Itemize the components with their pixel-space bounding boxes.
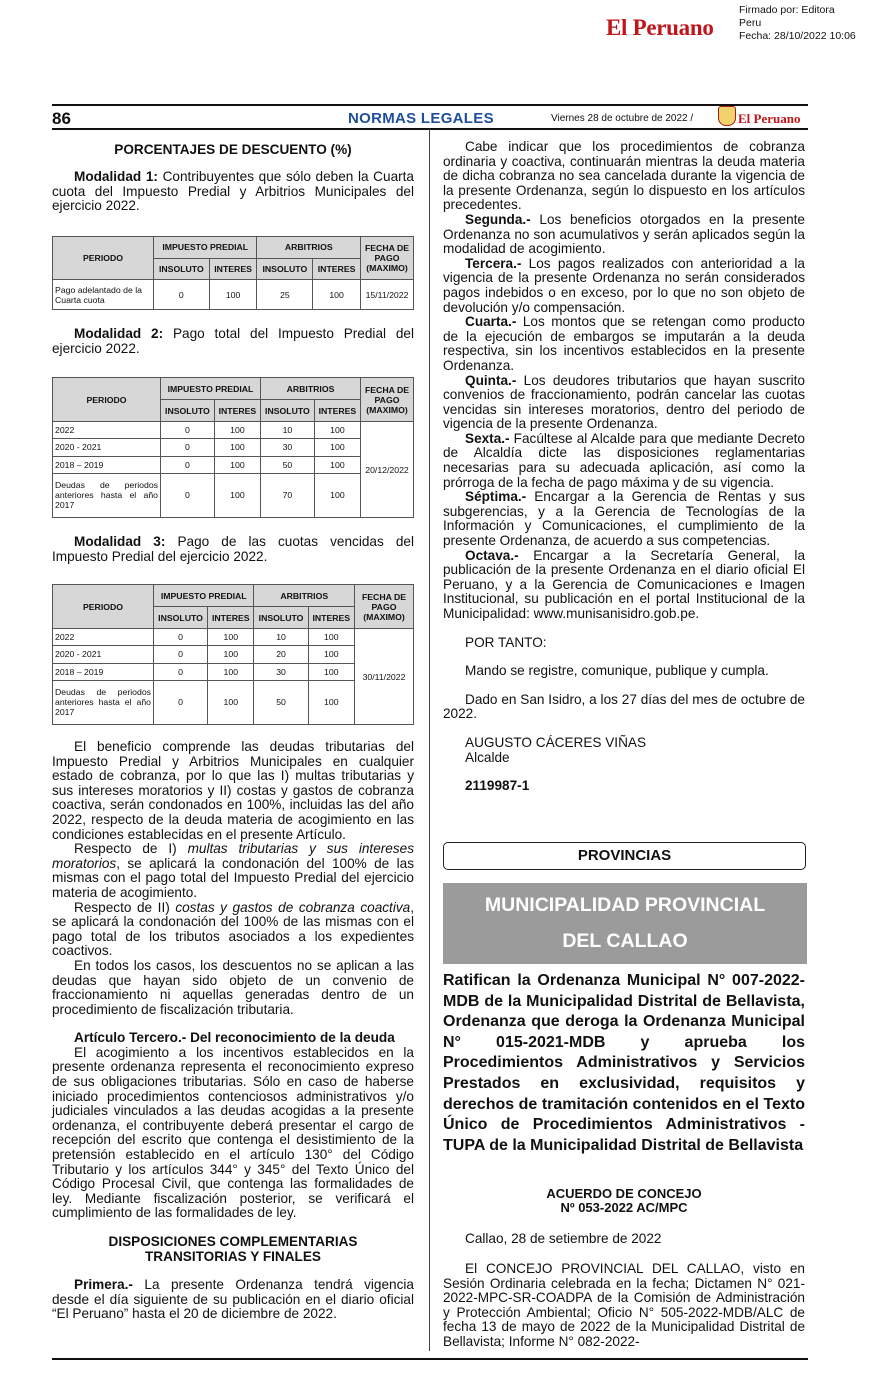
paragraph [443,213,805,257]
col-interes: INTERES [208,607,254,629]
table-cell: 100 [208,680,254,724]
col-interes: INTERES [209,258,257,280]
table-cell: 0 [154,680,208,724]
table-cell: 100 [214,439,260,456]
clause-label: Tercera.- [465,255,522,271]
table-cell: 50 [260,456,314,473]
table-cell: 100 [313,280,361,310]
clause-text: Los montos que se retengan como producto de la ejecución de embargos se imputarán a la deuda respectiva, sin los incentivos establecidos en la presente Ordenanza. [443,314,805,373]
paragraph: Cabe indicar que los procedimientos de cobranza ordinaria y coactiva, continuarán mientras la deuda materia de dicha cobranza no sea cancelada durante la vigencia de la presente Ordenanza, según lo dispuesto en los artículos precedentes. [443,139,805,213]
clause-text: Los beneficios otorgados en la presente Ordenanza no son acumulativos y serán aplicados según la modalidad de acogimiento. [443,211,805,257]
table-cell: 0 [154,280,210,310]
column-divider [429,129,430,1351]
col-interes: INTERES [313,258,361,280]
paragraph [443,257,805,315]
clause-text: Encargar a la Secretaría General, la publicación de la presente Ordenanza en el diario oficial El Peruano, y a la Gerencia de Comunicaciones e Imagen Institucional, su publicación en el portal Institucional de la Municipalidad: www.munisanisidro.gob.pe. [443,547,805,621]
modalidad-3 [52,535,414,564]
table-cell: 100 [314,422,360,439]
col-fecha: FECHA DE PAGO (MAXIMO) [361,237,414,280]
table-cell: 0 [161,422,215,439]
text-run-italic: multas tributarias y sus intereses moratorios [52,841,414,871]
text-run: , se aplicará la condonación del 100% de las mismas con el pago total del Impuesto Predial del ejercicio materia de acogimiento. [52,855,414,900]
table-cell: 100 [208,646,254,663]
table-cell: 2022 [53,422,161,439]
table-cell: 100 [214,422,260,439]
table-cell: 2018 – 2019 [53,663,154,680]
table-cell: 15/11/2022 [361,280,414,310]
footer-rule [52,1358,808,1360]
discount-heading: PORCENTAJES DE DESCUENTO (%) [114,142,352,157]
el-peruano-logo: El Peruano [606,15,714,40]
callao-date [443,1232,805,1247]
paragraph [443,490,805,548]
paragraph [52,901,414,959]
page-number: 86 [52,109,71,128]
municipality-name: DEL CALLAO [562,930,688,952]
col-insoluto: INSOLUTO [254,607,308,629]
table-cell: 2020 - 2021 [53,439,161,456]
table-cell: 100 [314,456,360,473]
text-run: Respecto de II) [74,899,176,915]
table-cell: 100 [308,629,354,646]
acuerdo-heading [443,1187,805,1215]
paragraph: Dado en San Isidro, a los 27 días del mes de octubre de 2022. [443,691,805,722]
col-insoluto: INSOLUTO [161,400,215,422]
table-cell: 0 [154,629,208,646]
table-cell: 100 [208,663,254,680]
table-cell: 0 [161,456,215,473]
table-row [53,629,414,646]
acuerdo-line: Nº 053-2022 AC/MPC [560,1200,688,1215]
digital-signature [739,4,856,43]
table-cell: 100 [308,680,354,724]
table-cell: 20 [254,646,308,663]
header-rule [52,104,808,106]
clause-text: Facúltese al Alcalde para que mediante Decreto de Alcaldía dicte las disposiciones reglamentarias necesarias para su adecuada aplicación, así como la prórroga de la fecha de pago máxima y de su vigencia. [443,430,805,490]
table-cell: Deudas de periodos anteriores hasta el año 2017 [53,680,154,724]
signature-line: Fecha: 28/10/2022 10:06 [739,30,856,42]
col-predial: IMPUESTO PREDIAL [154,237,257,259]
paragraph: El acogimiento a los incentivos establecidos en la presente ordenanza representa el reconocimiento expreso de sus obligaciones tributarias. Sólo en caso de haberse iniciado procedimientos contenciosos administrativos y/o judiciales vinculados a las deudas acogidas a la presente ordenanza, el contribuyente deberá presentar el cargo de recepción del escrito que contenga el desistimiento de la pretensión establecido en el artículo 130° del Código Tributario y los artículos 344° y 345° del Texto Único del Código Procesal Civil, que contenga las formalidades de ley. Mediante fiscalización posterior, se verificará el cumplimiento de las formalidades de ley. [52,1044,414,1221]
date-line: Callao, 28 de setiembre de 2022 [465,1231,662,1246]
por-tanto: POR TANTO: [465,634,547,650]
table-cell: 0 [154,663,208,680]
table-cell: 100 [314,473,360,517]
table-cell: 50 [254,680,308,724]
table-cell: 0 [154,646,208,663]
modalidad-1 [52,170,414,214]
clause-label: Sexta.- [465,430,510,446]
clause-label: Primera.- [74,1277,133,1293]
paragraph: El CONCEJO PROVINCIAL DEL CALLAO, visto en Sesión Ordinaria celebrada en la fecha; Dictamen N° 021-2022-MPC-SR-COADPA de la Comisión de Administración y Protección Ambiental; Oficio N° 505-2022-MDB/ALC de fecha 13 de mayo de 2022 de la Municipalidad Distrital de Bellavista; Informe N° 082-2022- [443,1261,805,1349]
paragraph [52,1278,414,1322]
modalidad-text: Contribuyentes que sólo deben la Cuarta cuota del Impuesto Predial y Arbitrios Municipales del ejercicio 2022. [52,169,414,214]
municipality-banner [443,883,807,964]
table-cell: 100 [214,456,260,473]
paragraph: Mando se registre, comunique, publique y cumpla. [465,663,769,679]
col-arbitrios: ARBITRIOS [257,237,361,259]
paragraph: En todos los casos, los descuentos no se aplican a las deudas que hayan sido objeto de un convenio de fraccionamiento ni aquellas generadas dentro de un procedimiento de fiscalización tributaria. [52,957,414,1017]
signature-line: Firmado por: Editora [739,4,835,16]
clause-text: La presente Ordenanza tendrá vigencia desde el día siguiente de su publicación en el diario oficial “El Peruano” hasta el 20 de diciembre de 2022. [52,1277,414,1322]
table-cell: 100 [308,663,354,680]
header-date: Viernes 28 de octubre de 2022 / [551,113,694,124]
discount-table-1 [52,236,414,310]
table-cell: 100 [208,629,254,646]
modalidad-text: Pago total del Impuesto Predial del ejercicio 2022. [52,326,414,356]
modalidad-label: Modalidad 1: [74,169,158,184]
table-cell: Pago adelantado de la Cuarta cuota [53,280,154,310]
clause-label: Segunda.- [465,211,531,227]
table-cell-fecha: 20/12/2022 [361,422,414,518]
col-fecha: FECHA DE PAGO (MAXIMO) [355,585,414,629]
col-insoluto: INSOLUTO [154,607,208,629]
discount-table-3 [52,584,414,725]
table-cell: 30 [260,439,314,456]
text-run: Respecto de I) [74,841,188,857]
signature-line: Peru [739,17,762,29]
col-interes: INTERES [314,400,360,422]
table-cell: 2022 [53,629,154,646]
left-body-text [52,740,414,1322]
modalidad-text: Pago de las cuotas vencidas del Impuesto Predial del ejercicio 2022. [52,534,415,564]
modalidad-label: Modalidad 2: [74,326,164,341]
clause-text: Los pagos realizados con anterioridad a la vigencia de la presente Ordenanza no serán considerados pagos indebidos o en exceso, por lo que no son objeto de devolución y/o compensación. [443,255,805,315]
paragraph [443,315,805,373]
col-insoluto: INSOLUTO [257,258,313,280]
norm-title: Ratifican la Ordenanza Municipal N° 007-2022-MDB de la Municipalidad Distrital de Bellavista, Ordenanza que deroga la Ordenanza Municipal N° 015-2021-MDB y aprueba los Procedimientos Administrativos y Servicios Prestados en exclusividad, requisitos y derechos de tramitación contenidos en el Texto Único de Procedimientos Administrativos - TUPA de la Municipalidad Distrital de Bellavista [443,972,805,1154]
table-cell: 100 [214,473,260,517]
table-cell: 10 [260,422,314,439]
section-heading: TRANSITORIAS Y FINALES [145,1248,321,1264]
table-cell: 30 [254,663,308,680]
clause-label: Cuarta.- [465,314,517,330]
col-arbitrios: ARBITRIOS [260,378,360,400]
col-periodo: PERIODO [53,378,161,422]
header-logo: El Peruano [738,111,801,126]
modalidad-label: Modalidad 3: [74,534,166,549]
col-predial: IMPUESTO PREDIAL [161,378,261,400]
clause-text: Encargar a la Gerencia de Rentas y sus subgerencias, y a la Gerencia de Tecnologías de la Información y Comunicaciones, el cumplimiento de la presente Ordenanza, de acuerdo a sus competencias. [443,489,805,549]
table-cell: 100 [314,439,360,456]
table-row [53,422,414,439]
text-run: , se aplicará la condonación del 100% de las mismas con el pago total de los tributos asociados a los expedientes coactivos. [52,899,414,959]
table-cell: 100 [209,280,257,310]
col-periodo: PERIODO [53,585,154,629]
discount-table-2 [52,377,414,518]
col-insoluto: INSOLUTO [260,400,314,422]
right-body-text [443,140,805,794]
table-row [53,456,414,473]
signer-role: Alcalde [465,749,510,765]
col-periodo: PERIODO [53,237,154,280]
col-predial: IMPUESTO PREDIAL [154,585,254,607]
coat-of-arms-icon [718,106,736,126]
modalidad-2 [52,327,414,356]
paragraph: El beneficio comprende las deudas tributarias del Impuesto Predial y Arbitrios Municipales en cualquier estado de cobranza, por lo que las I) multas tributarias y sus intereses moratorios y II) costas y gastos de cobranza coactiva, serán condonados en 100%, incluidas las del año 2022, respecto de la deuda materia de acogimiento en las condiciones establecidas en el presente Artículo. [52,739,414,842]
table-cell: 25 [257,280,313,310]
col-fecha: FECHA DE PAGO (MAXIMO) [361,378,414,422]
header-rule-bottom [52,128,808,130]
signer-name: AUGUSTO CÁCERES VIÑAS [465,734,647,750]
paragraph [443,549,805,622]
col-arbitrios: ARBITRIOS [254,585,355,607]
text-run-italic: costas y gastos de cobranza coactiva [175,899,411,915]
article-title: Artículo Tercero.- Del reconocimiento de la deuda [74,1030,395,1046]
table-cell: 2020 - 2021 [53,646,154,663]
table-cell: 70 [260,473,314,517]
table-row [53,280,414,310]
table-cell: 0 [161,439,215,456]
table-cell: 100 [308,646,354,663]
paragraph [443,432,805,490]
publication-code: 2119987-1 [465,778,530,794]
clause-label: Séptima.- [465,489,527,505]
clause-text: Los deudores tributarios que hayan suscrito convenios de fraccionamiento, podrán cancelar las cuotas vencidas sin intereses moratorios, dentro del periodo de vigencia de la presente Ordenanza. [443,372,805,432]
section-title: NORMAS LEGALES [348,110,494,127]
clause-label: Octava.- [465,547,519,563]
provincias-banner: PROVINCIAS [443,842,806,870]
acuerdo-text [443,1262,805,1350]
clause-label: Quinta.- [465,372,517,388]
paragraph [52,842,414,900]
col-insoluto: INSOLUTO [154,258,210,280]
table-row [53,473,414,517]
col-interes: INTERES [214,400,260,422]
acuerdo-line: ACUERDO DE CONCEJO [546,1186,702,1201]
section-heading: DISPOSICIONES COMPLEMENTARIAS [108,1234,358,1249]
table-cell: 2018 – 2019 [53,456,161,473]
table-cell-fecha: 30/11/2022 [355,629,414,725]
municipality-name: MUNICIPALIDAD PROVINCIAL [484,894,766,916]
table-cell: 0 [161,473,215,517]
col-interes: INTERES [308,607,354,629]
table-cell: 10 [254,629,308,646]
table-cell: Deudas de periodos anteriores hasta el año 2017 [53,473,161,517]
paragraph [443,374,805,432]
table-row [53,439,414,456]
